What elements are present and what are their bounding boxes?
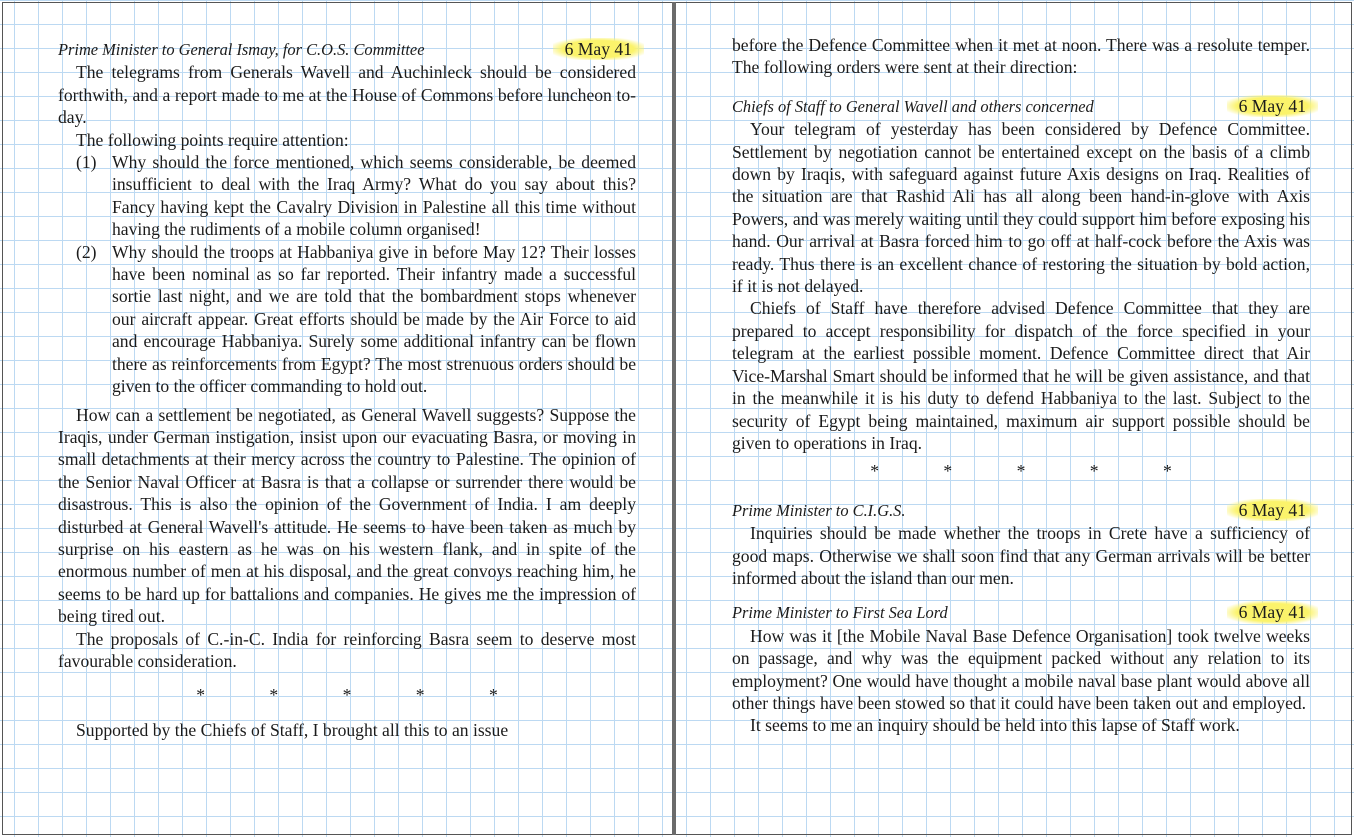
paragraph: Supported by the Chiefs of Staff, I brought all this to an issue [76,719,509,740]
paragraph: How can a settlement be negotiated, as General Wavell suggests? Suppose the Iraqis, under German instigation, insist upon our evacuating Basra, or moving in small detachments at their mercy across the country to Palestine. The opinion of the Senior Naval Officer at Basra is that a collapse or surrender there would be disastrous. This is also the opinion of the Government of India. I am deeply disturbed at General Wavell's attitude. He seems to have been taken as much by surprise on his eastern as he was on his western flank, and in spite of the enormous number of men at his disposal, and the great convoys reaching him, he seems to be hard up for battalions and companies. He gives me the impression of being tired out. [58,404,636,627]
memo-heading-ismay [58,38,636,61]
memo-recipient: Prime Minister to C.I.G.S. [732,500,906,520]
memo-date-highlight: 6 May 41 [553,38,644,60]
memo-date-highlight: 6 May 41 [1227,499,1318,521]
memo-date-highlight: 6 May 41 [1227,95,1318,117]
paragraph: The following points require attention: [76,129,349,150]
memo-heading-cigs [732,499,1310,522]
book-gutter [672,2,676,835]
memo-heading-cos [732,95,1310,118]
memo-recipient: Chiefs of Staff to General Wavell and others concerned [732,96,1094,116]
paragraph: Your telegram of yesterday has been considered by Defence Committee. Settlement by negotiation cannot be entertained except on the basis of a climb down by Iraqis, with safeguard against future Axis designs on Iraq. Realities of the situation are that Rashid Ali has all along been hand-in-glove with Axis Powers, and was merely waiting until they could support him before exposing his hand. Our arrival at Basra forced him to go off at half-cock before the Axis was ready. Thus there is an excellent chance of restoring the situation by bold action, if it is not delayed. [732,119,1310,297]
list-item [58,241,636,398]
section-divider-stars: * * * * * [196,685,528,706]
list-number: (1) [76,152,97,173]
right-page [732,34,1310,737]
paragraph: before the Defence Committee when it met at noon. There was a resolute temper. The following orders were sent at their direction: [732,35,1310,78]
paragraph: It seems to me an inquiry should be held into this lapse of Staff work. [750,715,1240,736]
section-divider-stars: * * * * * [870,461,1202,482]
list-item [58,151,636,241]
paragraph: The telegrams from Generals Wavell and Auchinleck should be considered forthwith, and a report made to me at the House of Commons before luncheon to-day. [58,62,636,128]
memo-recipient: Prime Minister to First Sea Lord [732,603,948,623]
paragraph: Inquiries should be made whether the troops in Crete have a sufficiency of good maps. Otherwise we shall soon find that any German arrivals will be better informed about the island than our men. [732,523,1310,588]
memo-recipient: Prime Minister to General Ismay, for C.O.S. Committee [58,40,425,59]
memo-heading-first-sea-lord [732,601,1310,624]
left-page [58,38,636,741]
paragraph: How was it [the Mobile Naval Base Defence Organisation] took twelve weeks on passage, and why was the equipment packed without any relation to its employment? One would have thought a mobile naval base plant would above all other things have been stowed so that it could have been taken out and employed. [732,625,1310,713]
list-text: Why should the troops at Habbaniya give in before May 12? Their losses have been nominal as so far reported. Their infantry made a successful sortie last night, and we are told that the bombardment stops whenever our aircraft appear. Great efforts should be made by the Air Force to aid and encourage Habbaniya. Surely some additional infantry can be flown there as reinforcements from Egypt? The most strenuous orders should be given to the officer commanding to hold out. [112,241,636,397]
list-text: Why should the force mentioned, which seems considerable, be deemed insufficient to deal with the Iraq Army? What do you say about this? Fancy having kept the Cavalry Division in Palestine all this time without having the rudiments of a mobile column organised! [112,152,636,240]
paragraph: The proposals of C.-in-C. India for reinforcing Basra seem to deserve most favourable consideration. [58,628,636,671]
list-number: (2) [76,241,97,262]
memo-date-highlight: 6 May 41 [1227,601,1318,623]
paragraph: Chiefs of Staff have therefore advised Defence Committee that they are prepared to accept responsibility for dispatch of the force specified in your telegram at the earliest possible moment. Defence Committee direct that Air Vice-Marshal Smart should be informed that he will be given assistance, and that in the meanwhile it is his duty to defend Habbaniya to the last. Subject to the security of Egypt being maintained, maximum air support possible should be given to operations in Iraq. [732,298,1310,453]
